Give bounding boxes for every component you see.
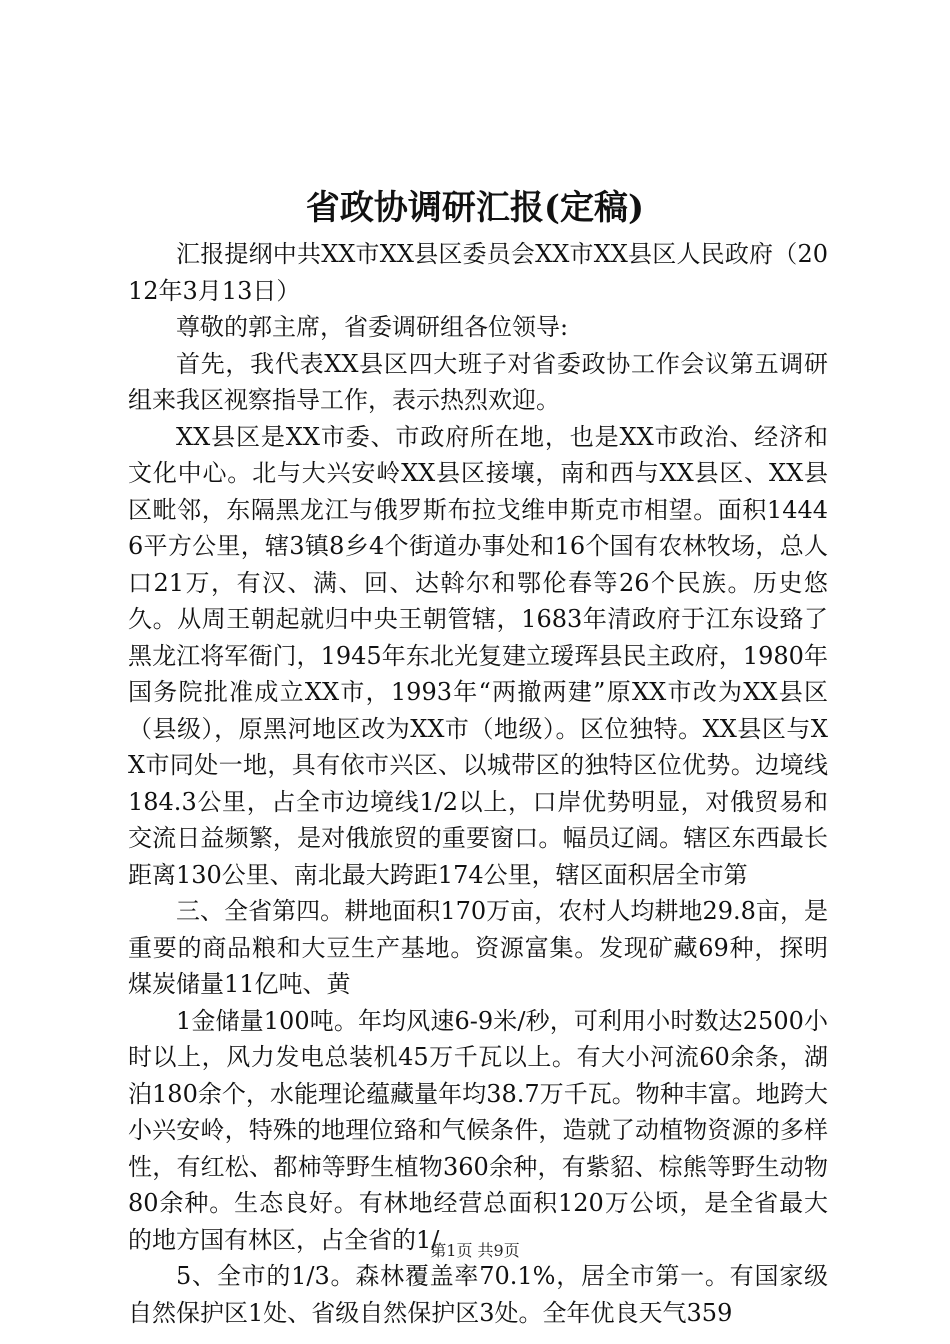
page-number-footer: 第1页 共9页	[430, 1241, 520, 1260]
document-body	[128, 236, 828, 1331]
paragraph-overview: XX县区是XX市委、市政府所在地，也是XX市政治、经济和文化中心。北与大兴安岭XX县区接壤，南和西与XX县区、XX县区毗邻，东隔黑龙江与俄罗斯布拉戈维申斯克市相望。面积14446平方公里，辖3镇8乡4个街道办事处和16个国有农林牧场，总人口21万，有汉、满、回、达斡尔和鄂伦春等26个民族。历史悠久。从周王朝起就归中央王朝管辖，1683年清政府于江东设臵了黑龙江将军衙门，1945年东北光复建立瑷珲县民主政府，1980年国务院批准成立XX市，1993年“两撤两建”原XX市改为XX县区（县级），原黑河地区改为XX市（地级）。区位独特。XX县区与XX市同处一地，具有依市兴区、以城带区的独特区位优势。边境线184.3公里，占全市边境线1/2以上，口岸优势明显，对俄贸易和交流日益频繁，是对俄旅贸的重要窗口。幅员辽阔。辖区东西最长距离130公里、南北最大跨距174公里，辖区面积居全市第	[128, 422, 828, 889]
document-title: 省政协调研汇报(定稿)	[305, 188, 645, 228]
paragraph-welcome: 首先，我代表XX县区四大班子对省委政协工作会议第五调研组来我区视察指导工作，表示热烈欢迎。	[128, 349, 828, 414]
paragraph-ecology: 5、全市的1/3。森林覆盖率70.1%，居全市第一。有国家级自然保护区1处、省级自然保护区3处。全年优良天气359	[128, 1262, 828, 1327]
paragraph-farmland: 三、全省第四。耕地面积170万亩，农村人均耕地29.8亩，是重要的商品粮和大豆生产基地。资源富集。发现矿藏69种，探明煤炭储量11亿吨、黄	[128, 897, 828, 998]
paragraph-outline-header: 汇报提纲中共XX市XX县区委员会XX市XX县区人民政府（2012年3月13日）	[128, 240, 828, 305]
paragraph-resources: 1金储量100吨。年均风速6-9米/秒，可利用小时数达2500小时以上，风力发电总装机45万千瓦以上。有大小河流60余条，湖泊180余个，水能理论蕴藏量年均38.7万千瓦。物种丰富。地跨大小兴安岭，特殊的地理位臵和气候条件，造就了动植物资源的多样性，有红松、都柿等野生植物360余种，有紫貂、棕熊等野生动物80余种。生态良好。有林地经营总面积120万公顷，是全省最大的地方国有林区，占全省的1/	[128, 1006, 828, 1254]
paragraph-salutation: 尊敬的郭主席，省委调研组各位领导:	[176, 313, 569, 341]
